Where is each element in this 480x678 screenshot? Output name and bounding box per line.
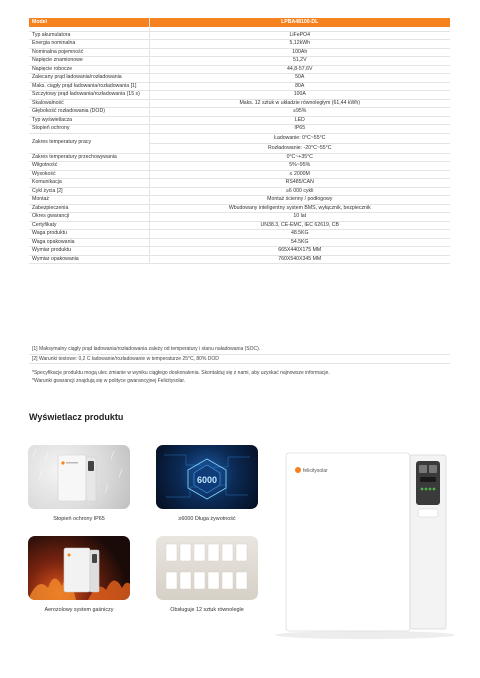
spec-value: ≥95%	[149, 108, 450, 117]
feature-image-cycles	[156, 445, 258, 509]
spec-value: ≥6 000 cykli	[149, 187, 450, 196]
spec-row-temperature	[29, 133, 450, 153]
feature-image-parallel	[156, 536, 258, 600]
note-2: [2] Warunki testowe: 0,2 C ładowanie/rozładowanie w temperaturze 25°C, 80% DOD	[29, 355, 450, 365]
spec-label: Zalecany prąd ładowania/rozładowania	[29, 74, 149, 83]
spec-row	[29, 221, 450, 230]
spec-label: Waga produktu	[29, 230, 149, 239]
spec-value: LED	[149, 116, 450, 125]
spec-label: Cykl życia [2]	[29, 187, 149, 196]
spec-value-group	[149, 133, 450, 153]
spec-value: Montaż ścienny / podłogowy	[149, 196, 450, 205]
spec-row	[29, 108, 450, 117]
spec-label: Napięcie robocze	[29, 65, 149, 74]
spec-row	[29, 196, 450, 205]
spec-row	[29, 179, 450, 188]
spec-table	[29, 18, 450, 264]
spec-row	[29, 153, 450, 162]
spec-header-row	[29, 18, 450, 27]
spec-label: Energia nominalna	[29, 40, 149, 49]
spec-row	[29, 230, 450, 239]
spec-value: Maks. 12 sztuk w układzie równoległym (61,44 kWh)	[149, 99, 450, 108]
spec-row	[29, 187, 450, 196]
spec-label: Montaż	[29, 196, 149, 205]
parallel-batteries-illustration	[156, 536, 258, 600]
spec-label: Szczytowy prąd ładowania/rozładowania (15 s)	[29, 91, 149, 100]
spec-value: 0°C~+35°C	[149, 153, 450, 162]
battery-product-illustration	[268, 445, 463, 641]
spec-label: Napięcie znamionowe	[29, 57, 149, 66]
spec-value: Wbudowany inteligentny system BMS, wyłącznik, bezpiecznik	[149, 204, 450, 213]
spec-row	[29, 99, 450, 108]
charge-temp: Ładowanie: 0°C~55°C	[150, 134, 451, 144]
spec-label: Wymiar opakowania	[29, 255, 149, 264]
note-1: [1] Maksymalny ciągły prąd ładowania/rozładowania zależy od temperatury i stanu naładowania (SOC).	[29, 345, 450, 355]
feature-caption: Aerozolowy system gaśniczy	[44, 607, 114, 613]
spec-value: LiFePO4	[149, 31, 450, 40]
spec-label: Zakres temperatury przechowywania	[29, 153, 149, 162]
spec-label: Waga opakowania	[29, 238, 149, 247]
cycle-glow-illustration	[156, 445, 258, 509]
spec-value: 100A	[149, 91, 450, 100]
feature-caption: Stopień ochrony IP65	[53, 516, 105, 522]
spec-value: 51,2V	[149, 57, 450, 66]
spec-row	[29, 213, 450, 222]
spec-value: 5%~95%	[149, 162, 450, 171]
spec-value: RS485/CAN	[149, 179, 450, 188]
spec-row	[29, 57, 450, 66]
spec-row	[29, 247, 450, 256]
footnote-1: *Specyfikacje produktu mogą ulec zmianie w wyniku ciągłego doskonalenia. Skontaktuj się z nami, aby uzyskać najnowsze informacje.	[32, 370, 330, 376]
spec-label: Nominalna pojemność	[29, 48, 149, 57]
spec-label: Wilgotność	[29, 162, 149, 171]
cycle-count-text: 6000	[196, 475, 218, 485]
spec-row	[29, 82, 450, 91]
spec-row	[29, 48, 450, 57]
spec-row	[29, 91, 450, 100]
spec-value: 665X440X175 MM	[149, 247, 450, 256]
spec-row	[29, 238, 450, 247]
spec-row	[29, 74, 450, 83]
section-title: Wyświetlacz produktu	[29, 412, 124, 422]
spec-value: UN38.3, CE-EMC, IEC 62619, CB	[149, 221, 450, 230]
spec-row	[29, 116, 450, 125]
spec-label: Zakres temperatury pracy	[29, 133, 149, 153]
spec-label: Typ wyświetlacza	[29, 116, 149, 125]
spec-label: Certyfikaty	[29, 221, 149, 230]
spec-label: Stopień ochrony	[29, 125, 149, 134]
discharge-temp: Rozładowanie: -20°C~55°C	[268, 144, 332, 151]
feature-caption: Obsługuje 12 sztuk równolegle	[170, 607, 244, 613]
footnote-2: *Warunki gwarancji znajdują się w polityce gwarancyjnej Felicitysolar.	[32, 378, 186, 384]
product-image	[268, 445, 463, 641]
spec-label: Wysokość	[29, 170, 149, 179]
footnotes	[32, 369, 330, 385]
feature-image-fire	[28, 536, 130, 600]
spec-label: Komunikacja	[29, 179, 149, 188]
spec-label: Typ akumulatora	[29, 31, 149, 40]
spec-label: Zabezpieczenia	[29, 204, 149, 213]
battery-rain-illustration	[28, 445, 130, 509]
spec-row	[29, 40, 450, 49]
spec-value: 48.5KG	[149, 230, 450, 239]
spec-value: 50A	[149, 74, 450, 83]
spec-label: Okres gwarancji	[29, 213, 149, 222]
product-brand-text: felicitysolar	[303, 468, 328, 474]
header-label: Model	[29, 18, 149, 27]
spec-row	[29, 31, 450, 40]
header-value: LPBA48100-DL	[149, 18, 450, 27]
spec-value: 100Ah	[149, 48, 450, 57]
feature-caption: ≥6000 Długa żywotność	[178, 516, 236, 522]
spec-value: 760X540X345 MM	[149, 255, 450, 264]
spec-value: 44,8-57,6V	[149, 65, 450, 74]
spec-row	[29, 65, 450, 74]
spec-label: Skalowalność	[29, 99, 149, 108]
table-notes	[29, 345, 450, 364]
spec-label: Maks. ciągły prąd ładowania/rozładowania [1]	[29, 82, 149, 91]
spec-row	[29, 204, 450, 213]
spec-value: IP65	[149, 125, 450, 134]
spec-value: 5,12kWh	[149, 40, 450, 49]
feature-image-ip65	[28, 445, 130, 509]
spec-row	[29, 125, 450, 134]
spec-label: Głębokość rozładowania (DOD)	[29, 108, 149, 117]
spec-value: 80A	[149, 82, 450, 91]
spec-value: 10 lat	[149, 213, 450, 222]
spec-row	[29, 170, 450, 179]
spec-value: ≤ 2000M	[149, 170, 450, 179]
spec-row	[29, 255, 450, 264]
spec-row	[29, 162, 450, 171]
spec-value: 54.5KG	[149, 238, 450, 247]
battery-fire-illustration	[28, 536, 130, 600]
spec-label: Wymiar produktu	[29, 247, 149, 256]
